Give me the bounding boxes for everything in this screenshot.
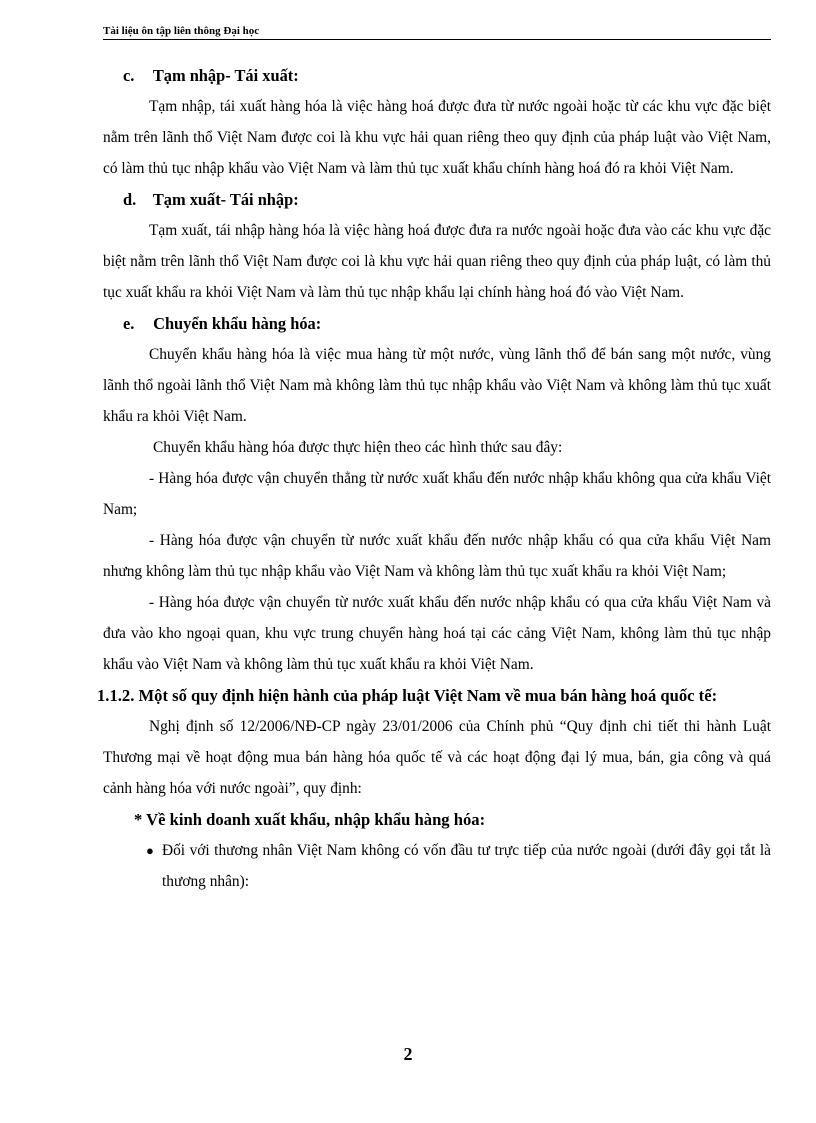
section-c-heading [103, 60, 771, 91]
section-e-heading [103, 308, 771, 339]
page-number: 2 [403, 1044, 413, 1064]
bullet-item [103, 835, 771, 897]
section-1-1-2-heading: 1.1.2. Một số quy định hiện hành của pháp luật Việt Nam về mua bán hàng hoá quốc tế: [97, 686, 718, 705]
section-d-number: d. [123, 190, 137, 209]
section-e-item-1: - Hàng hóa được vận chuyển thẳng từ nước xuất khẩu đến nước nhập khẩu không qua cửa khẩu Việt Nam; [103, 470, 771, 518]
section-e-title: Chuyển khẩu hàng hóa: [153, 314, 322, 333]
section-c-number: c. [123, 66, 135, 85]
bullet-text: Đối với thương nhân Việt Nam không có vốn đầu tư trực tiếp của nước ngoài (dưới đây gọi tắt là thương nhân): [162, 842, 771, 890]
section-d-heading [103, 184, 771, 215]
section-e-item-2: - Hàng hóa được vận chuyển từ nước xuất khẩu đến nước nhập khẩu có qua cửa khẩu Việt Nam nhưng không làm thủ tục nhập khẩu vào Việt Nam và không làm thủ tục xuất khẩu ra khỏi Việt Nam; [103, 532, 771, 580]
section-e-paragraph: Chuyển khẩu hàng hóa là việc mua hàng từ một nước, vùng lãnh thổ để bán sang một nước, vùng lãnh thổ ngoài lãnh thổ Việt Nam mà không làm thủ tục nhập khẩu vào Việt Nam và không làm thủ tục xuất khẩu ra khỏi Việt Nam. [103, 346, 771, 425]
export-import-subheading: * Về kinh doanh xuất khẩu, nhập khẩu hàng hóa: [134, 810, 486, 829]
section-1-1-2-paragraph: Nghị định số 12/2006/NĐ-CP ngày 23/01/2006 của Chính phủ “Quy định chi tiết thi hành Luật Thương mại về hoạt động mua bán hàng hóa quốc tế và các hoạt động đại lý mua, bán, gia công và quá cảnh hàng hóa với nước ngoài”, quy định: [103, 718, 771, 797]
page-header [103, 24, 771, 40]
header-title: Tài liệu ôn tập liên thông Đại học [103, 25, 260, 37]
section-d-title: Tạm xuất- Tái nhập: [152, 190, 299, 209]
section-e-item-3: - Hàng hóa được vận chuyển từ nước xuất khẩu đến nước nhập khẩu có qua cửa khẩu Việt Nam và đưa vào kho ngoại quan, khu vực trung chuyển hàng hoá tại các cảng Việt Nam, không làm thủ tục nhập khẩu vào Việt Nam và không làm thủ tục xuất khẩu ra khỏi Việt Nam. [103, 594, 771, 673]
document-body [97, 60, 771, 897]
section-c-title: Tạm nhập- Tái xuất: [152, 66, 299, 85]
section-e-number: e. [123, 314, 135, 333]
section-c-paragraph: Tạm nhập, tái xuất hàng hóa là việc hàng hoá được đưa từ nước ngoài hoặc từ các khu vực đặc biệt nằm trên lãnh thổ Việt Nam được coi là khu vực hải quan riêng theo quy định của pháp luật vào Việt Nam, có làm thủ tục nhập khẩu vào Việt Nam và làm thủ tục xuất khẩu chính hàng hoá đó ra khỏi Việt Nam. [103, 98, 771, 177]
bullet-dot-icon: ● [146, 843, 154, 858]
section-d-paragraph: Tạm xuất, tái nhập hàng hóa là việc hàng hoá được đưa ra nước ngoài hoặc đưa vào các khu vực đặc biệt nằm trên lãnh thổ Việt Nam được coi là khu vực hải quan riêng theo quy định của pháp luật, có làm thủ tục xuất khẩu ra khỏi Việt Nam và làm thủ tục nhập khẩu lại chính hàng hoá đó vào Việt Nam. [103, 222, 771, 301]
section-e-intro: Chuyển khẩu hàng hóa được thực hiện theo các hình thức sau đây: [153, 439, 563, 456]
